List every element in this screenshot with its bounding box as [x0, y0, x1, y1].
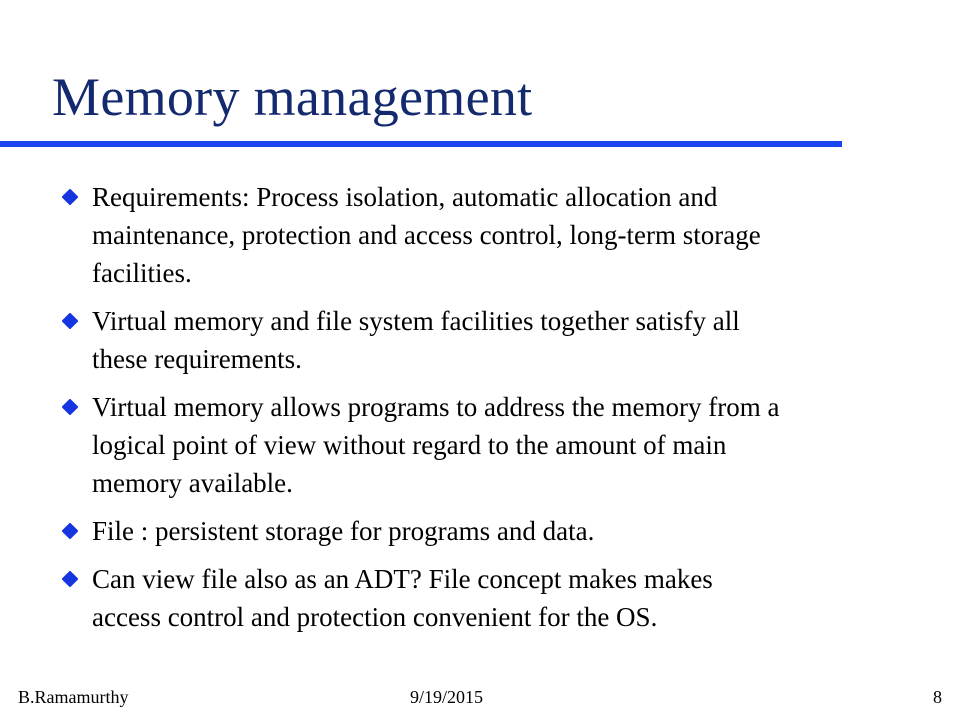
title-underline [0, 141, 842, 147]
footer-page-number: 8 [933, 687, 942, 707]
bullet-item [62, 512, 942, 550]
footer-date: 9/19/2015 [410, 687, 484, 707]
bullet-text: Can view file also as an ADT? File concept makes makes access control and protection convenient for the OS. [92, 564, 713, 632]
bullet-text: Virtual memory allows programs to address the memory from a logical point of view without regard to the amount of main memory available. [92, 392, 780, 498]
bullet-text: File : persistent storage for programs and data. [92, 516, 595, 546]
bullet-text: Requirements: Process isolation, automatic allocation and maintenance, protection and access control, long-term storage facilities. [92, 182, 761, 288]
bullet-text: Virtual memory and file system facilities together satisfy all these requirements. [92, 306, 740, 374]
footer-author: B.Ramamurthy [18, 687, 129, 707]
bullet-item [62, 388, 942, 502]
slide-title: Memory management [52, 67, 533, 127]
diamond-bullet-icon [62, 313, 79, 330]
bullet-item [62, 178, 942, 292]
diamond-bullet-icon [62, 523, 79, 540]
diamond-bullet-icon [62, 189, 79, 206]
bullet-list [62, 178, 942, 646]
bullet-item [62, 560, 942, 636]
diamond-bullet-icon [62, 399, 79, 416]
bullet-item [62, 302, 942, 378]
diamond-bullet-icon [62, 571, 79, 588]
